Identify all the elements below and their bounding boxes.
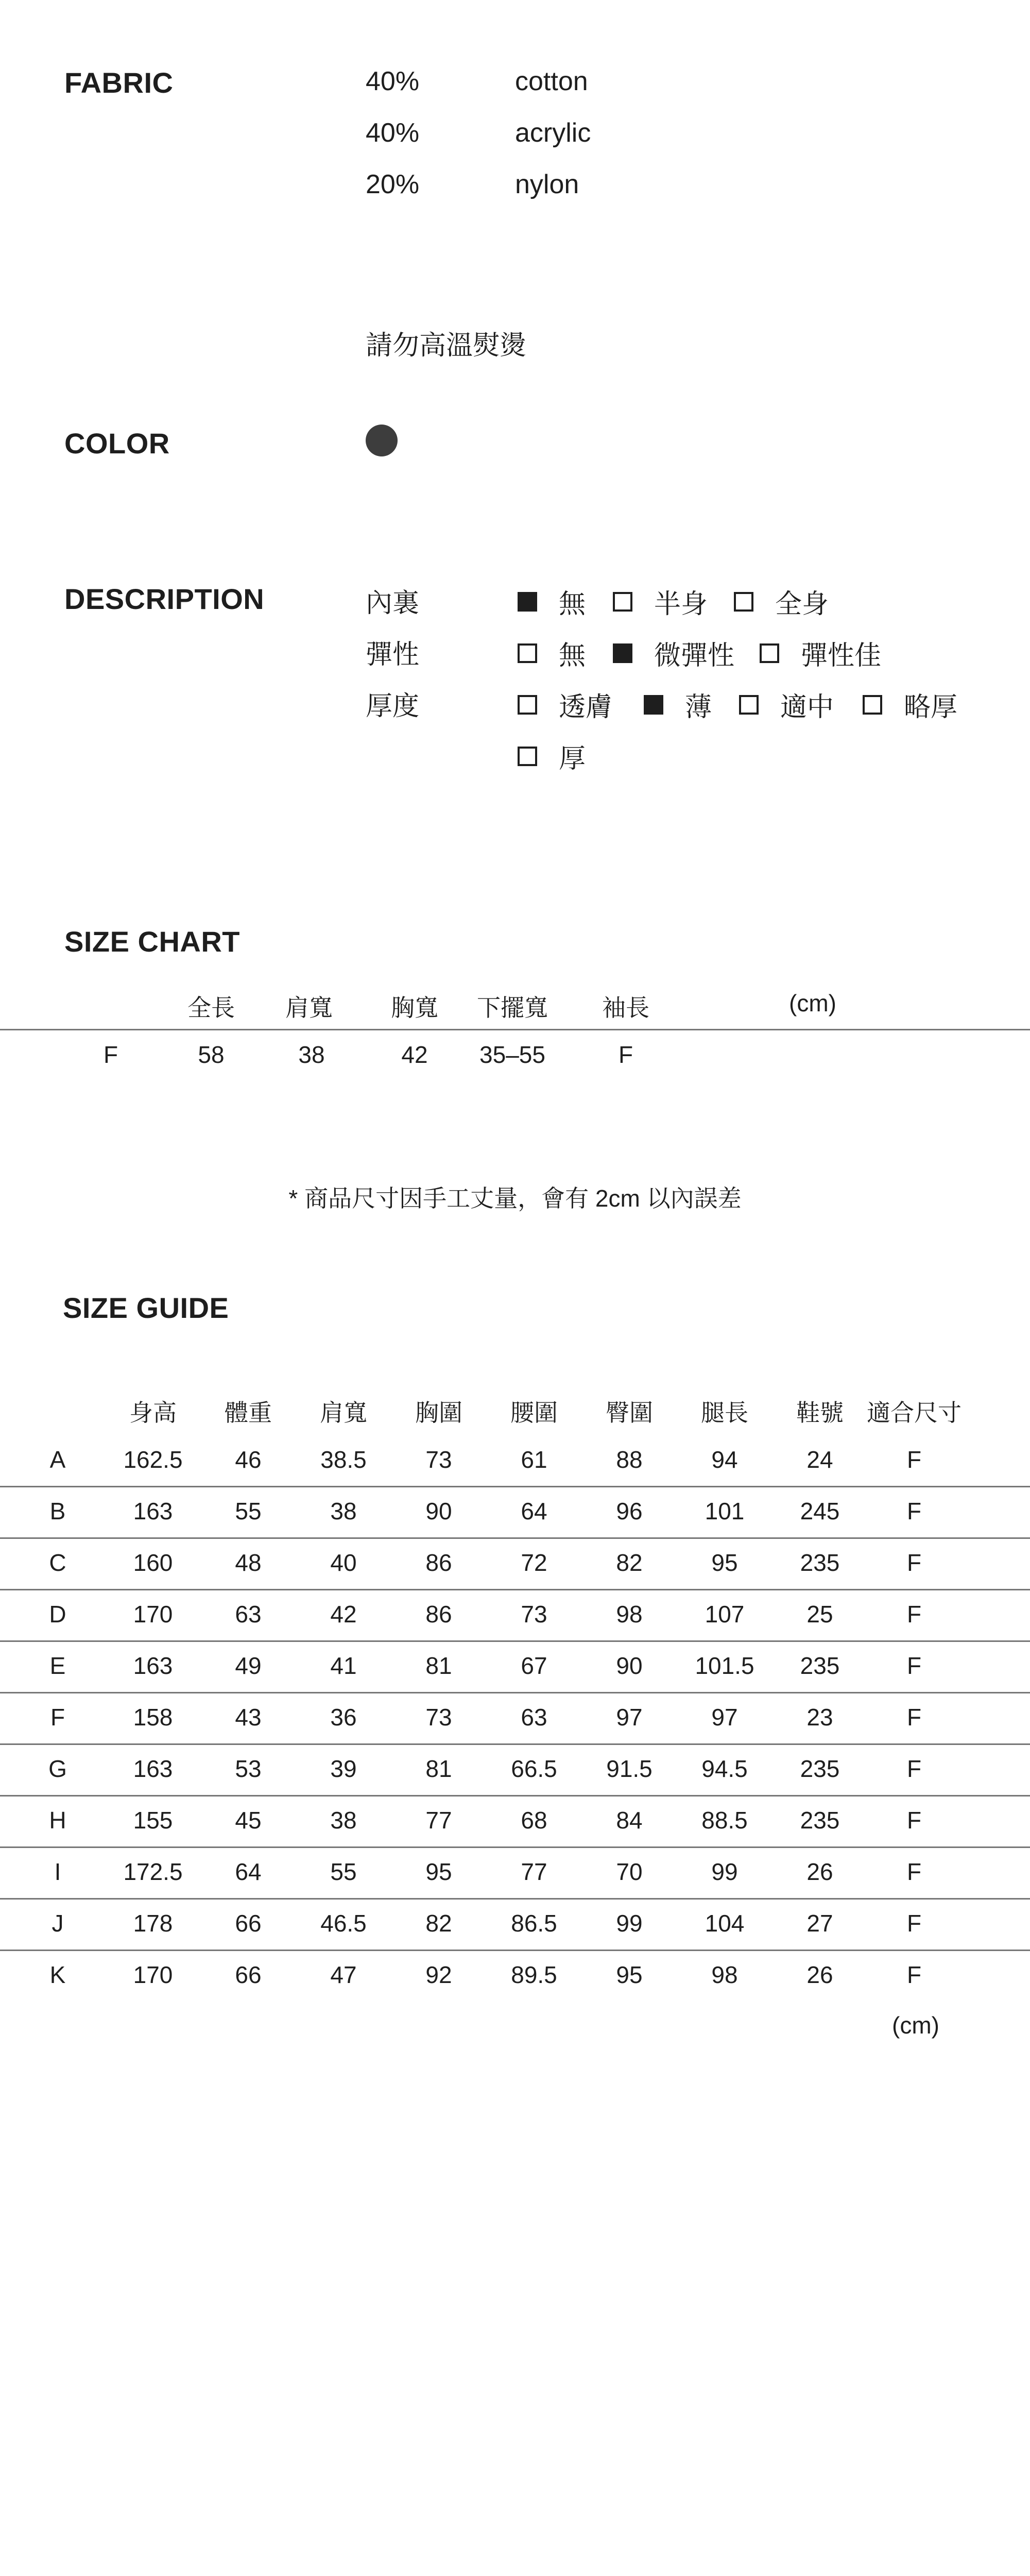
table-cell: 38 [330, 1498, 357, 1524]
description-label: 厚度 [366, 691, 420, 721]
table-cell: 42 [401, 1041, 428, 1068]
table-cell: 24 [806, 1446, 833, 1473]
table-cell: 23 [806, 1704, 833, 1731]
checkbox-icon [644, 695, 663, 715]
description-label: 內裏 [366, 588, 420, 618]
table-cell: F [906, 1961, 922, 1988]
divider [0, 1743, 1030, 1745]
table-cell: 64 [521, 1498, 547, 1524]
option-item [734, 582, 829, 621]
checkbox-icon [518, 695, 537, 715]
checkbox-icon [734, 592, 753, 612]
table-cell: 163 [133, 1755, 173, 1782]
column-header: 胸圍 [415, 1399, 462, 1426]
column-header: 身高 [129, 1399, 177, 1426]
divider [0, 1640, 1030, 1642]
divider [0, 1692, 1030, 1693]
row-id: F [50, 1704, 65, 1731]
row-id: J [52, 1910, 64, 1937]
table-cell: 91.5 [606, 1755, 653, 1782]
checkbox-icon [739, 695, 759, 715]
size-guide-heading: SIZE GUIDE [63, 1292, 229, 1324]
table-cell: 160 [133, 1549, 173, 1576]
care-note: 請勿高溫熨燙 [366, 331, 527, 361]
column-header: 全長 [187, 994, 235, 1021]
option-item [518, 737, 586, 775]
table-cell: 36 [330, 1704, 357, 1731]
table-cell: 86.5 [511, 1910, 557, 1937]
table-cell: 95 [616, 1961, 643, 1988]
option-label: 無 [559, 641, 586, 671]
table-cell: 66 [235, 1910, 262, 1937]
unit-label: (cm) [789, 990, 836, 1016]
table-cell: 38 [298, 1041, 325, 1068]
option-label: 透膚 [559, 692, 613, 722]
option-label: 微彈性 [654, 641, 735, 671]
unit-label: (cm) [892, 2012, 939, 2039]
option-item [518, 685, 612, 724]
option-label: 彈性佳 [801, 641, 882, 671]
table-cell: 163 [133, 1498, 173, 1524]
color-heading: COLOR [64, 427, 170, 460]
column-header: 腰圍 [510, 1399, 558, 1426]
measurement-note: * 商品尺寸因手工丈量，會有 2cm 以內誤差 [288, 1185, 742, 1212]
table-cell: 95 [425, 1858, 452, 1885]
table-cell: 40 [330, 1549, 357, 1576]
table-cell: 95 [711, 1549, 738, 1576]
table-cell: 235 [800, 1549, 840, 1576]
table-cell: 77 [425, 1807, 452, 1834]
divider [0, 1486, 1030, 1487]
table-cell: 38 [330, 1807, 357, 1834]
row-id: G [48, 1755, 67, 1782]
fabric-heading: FABRIC [64, 66, 174, 99]
table-cell: 67 [521, 1652, 547, 1679]
table-cell: 25 [806, 1601, 833, 1628]
table-cell: 26 [806, 1961, 833, 1988]
table-cell: 70 [616, 1858, 643, 1885]
fabric-percent: 20% [366, 170, 420, 199]
column-header: 鞋號 [796, 1399, 844, 1426]
table-cell: 27 [806, 1910, 833, 1937]
checkbox-icon [613, 592, 632, 612]
table-cell: 172.5 [123, 1858, 183, 1885]
table-cell: 97 [711, 1704, 738, 1731]
row-id: A [49, 1446, 66, 1473]
table-cell: F [906, 1858, 922, 1885]
fabric-material: cotton [515, 66, 588, 96]
table-cell: 48 [235, 1549, 262, 1576]
table-cell: 63 [235, 1601, 262, 1628]
table-cell: 66 [235, 1961, 262, 1988]
checkbox-icon [760, 643, 779, 663]
row-id: K [49, 1961, 66, 1988]
checkbox-icon [518, 747, 537, 766]
table-cell: 98 [711, 1961, 738, 1988]
table-cell: 245 [800, 1498, 840, 1524]
table-cell: 155 [133, 1807, 173, 1834]
size-label: F [103, 1041, 118, 1068]
divider [0, 1898, 1030, 1900]
table-cell: 39 [330, 1755, 357, 1782]
table-cell: 88.5 [701, 1807, 748, 1834]
option-label: 全身 [775, 589, 829, 619]
table-cell: 64 [235, 1858, 262, 1885]
table-cell: 97 [616, 1704, 643, 1731]
row-id: D [49, 1601, 66, 1628]
table-cell: 235 [800, 1755, 840, 1782]
table-cell: 84 [616, 1807, 643, 1834]
column-header: 下擺寬 [477, 994, 548, 1021]
table-cell: 82 [616, 1549, 643, 1576]
table-cell: 72 [521, 1549, 547, 1576]
column-header: 臀圍 [606, 1399, 653, 1426]
checkbox-icon [863, 695, 882, 715]
fabric-material: nylon [515, 170, 579, 199]
table-cell: F [906, 1549, 922, 1576]
table-cell: F [906, 1652, 922, 1679]
option-label: 適中 [780, 692, 834, 722]
option-item [613, 582, 708, 621]
option-label: 略厚 [904, 692, 958, 722]
table-cell: 86 [425, 1601, 452, 1628]
table-cell: 35–55 [479, 1041, 545, 1068]
table-cell: 99 [616, 1910, 643, 1937]
fabric-percent: 40% [366, 118, 420, 148]
table-cell: 68 [521, 1807, 547, 1834]
table-cell: F [906, 1807, 922, 1834]
option-item [518, 634, 586, 672]
table-cell: 61 [521, 1446, 547, 1473]
option-label: 薄 [685, 692, 712, 722]
checkbox-icon [613, 643, 632, 663]
option-item [644, 685, 712, 724]
table-cell: F [906, 1446, 922, 1473]
row-id: C [49, 1549, 66, 1576]
table-cell: 42 [330, 1601, 357, 1628]
divider [0, 1846, 1030, 1848]
divider [0, 1950, 1030, 1951]
table-cell: F [906, 1910, 922, 1937]
table-cell: F [906, 1498, 922, 1524]
checkbox-icon [518, 592, 537, 612]
table-cell: 55 [330, 1858, 357, 1885]
table-cell: 41 [330, 1652, 357, 1679]
table-cell: 158 [133, 1704, 173, 1731]
table-cell: 90 [425, 1498, 452, 1524]
column-header: 袖長 [602, 994, 649, 1021]
option-item [518, 582, 586, 621]
table-cell: 178 [133, 1910, 173, 1937]
table-cell: 73 [521, 1601, 547, 1628]
fabric-material: acrylic [515, 118, 591, 148]
table-cell: 101.5 [695, 1652, 754, 1679]
column-header: 肩寬 [285, 994, 333, 1021]
table-cell: F [618, 1041, 633, 1068]
row-id: H [49, 1807, 66, 1834]
table-cell: 58 [198, 1041, 225, 1068]
table-cell: 81 [425, 1652, 452, 1679]
row-id: B [49, 1498, 66, 1524]
table-cell: F [906, 1704, 922, 1731]
table-cell: 94.5 [701, 1755, 748, 1782]
description-label: 彈性 [366, 640, 420, 670]
table-cell: 170 [133, 1961, 173, 1988]
table-cell: 38.5 [320, 1446, 367, 1473]
option-item [863, 685, 957, 724]
checkbox-icon [518, 643, 537, 663]
table-cell: 89.5 [511, 1961, 557, 1988]
table-cell: 46.5 [320, 1910, 367, 1937]
table-cell: 77 [521, 1858, 547, 1885]
table-cell: 101 [705, 1498, 745, 1524]
table-cell: 73 [425, 1446, 452, 1473]
column-header: 體重 [225, 1399, 272, 1426]
table-cell: 63 [521, 1704, 547, 1731]
divider [0, 1589, 1030, 1590]
table-cell: 73 [425, 1704, 452, 1731]
table-cell: 53 [235, 1755, 262, 1782]
option-label: 半身 [654, 589, 708, 619]
table-cell: 46 [235, 1446, 262, 1473]
table-cell: 66.5 [511, 1755, 557, 1782]
option-item [739, 685, 834, 724]
divider [0, 1795, 1030, 1797]
table-cell: 235 [800, 1807, 840, 1834]
table-cell: 104 [705, 1910, 745, 1937]
table-cell: 49 [235, 1652, 262, 1679]
table-cell: 88 [616, 1446, 643, 1473]
table-cell: F [906, 1601, 922, 1628]
table-cell: 81 [425, 1755, 452, 1782]
option-label: 厚 [559, 744, 586, 774]
table-cell: 86 [425, 1549, 452, 1576]
table-cell: 47 [330, 1961, 357, 1988]
row-id: I [54, 1858, 61, 1885]
table-cell: 43 [235, 1704, 262, 1731]
description-heading: DESCRIPTION [64, 583, 265, 615]
table-cell: 55 [235, 1498, 262, 1524]
option-item [613, 634, 734, 672]
color-swatch [366, 425, 398, 456]
table-cell: 107 [705, 1601, 745, 1628]
column-header: 適合尺寸 [867, 1399, 962, 1426]
column-header: 胸寬 [391, 994, 438, 1021]
table-cell: 163 [133, 1652, 173, 1679]
row-id: E [49, 1652, 66, 1679]
table-cell: 26 [806, 1858, 833, 1885]
table-cell: F [906, 1755, 922, 1782]
table-cell: 96 [616, 1498, 643, 1524]
divider [0, 1537, 1030, 1539]
fabric-percent: 40% [366, 66, 420, 96]
table-cell: 94 [711, 1446, 738, 1473]
column-header: 腿長 [701, 1399, 748, 1426]
divider [0, 1029, 1030, 1030]
option-label: 無 [559, 589, 586, 619]
table-cell: 98 [616, 1601, 643, 1628]
table-cell: 170 [133, 1601, 173, 1628]
column-header: 肩寬 [320, 1399, 367, 1426]
table-cell: 82 [425, 1910, 452, 1937]
table-cell: 162.5 [123, 1446, 183, 1473]
table-cell: 90 [616, 1652, 643, 1679]
table-cell: 235 [800, 1652, 840, 1679]
table-cell: 99 [711, 1858, 738, 1885]
table-cell: 92 [425, 1961, 452, 1988]
table-cell: 45 [235, 1807, 262, 1834]
option-item [760, 634, 881, 672]
size-chart-heading: SIZE CHART [64, 925, 240, 958]
